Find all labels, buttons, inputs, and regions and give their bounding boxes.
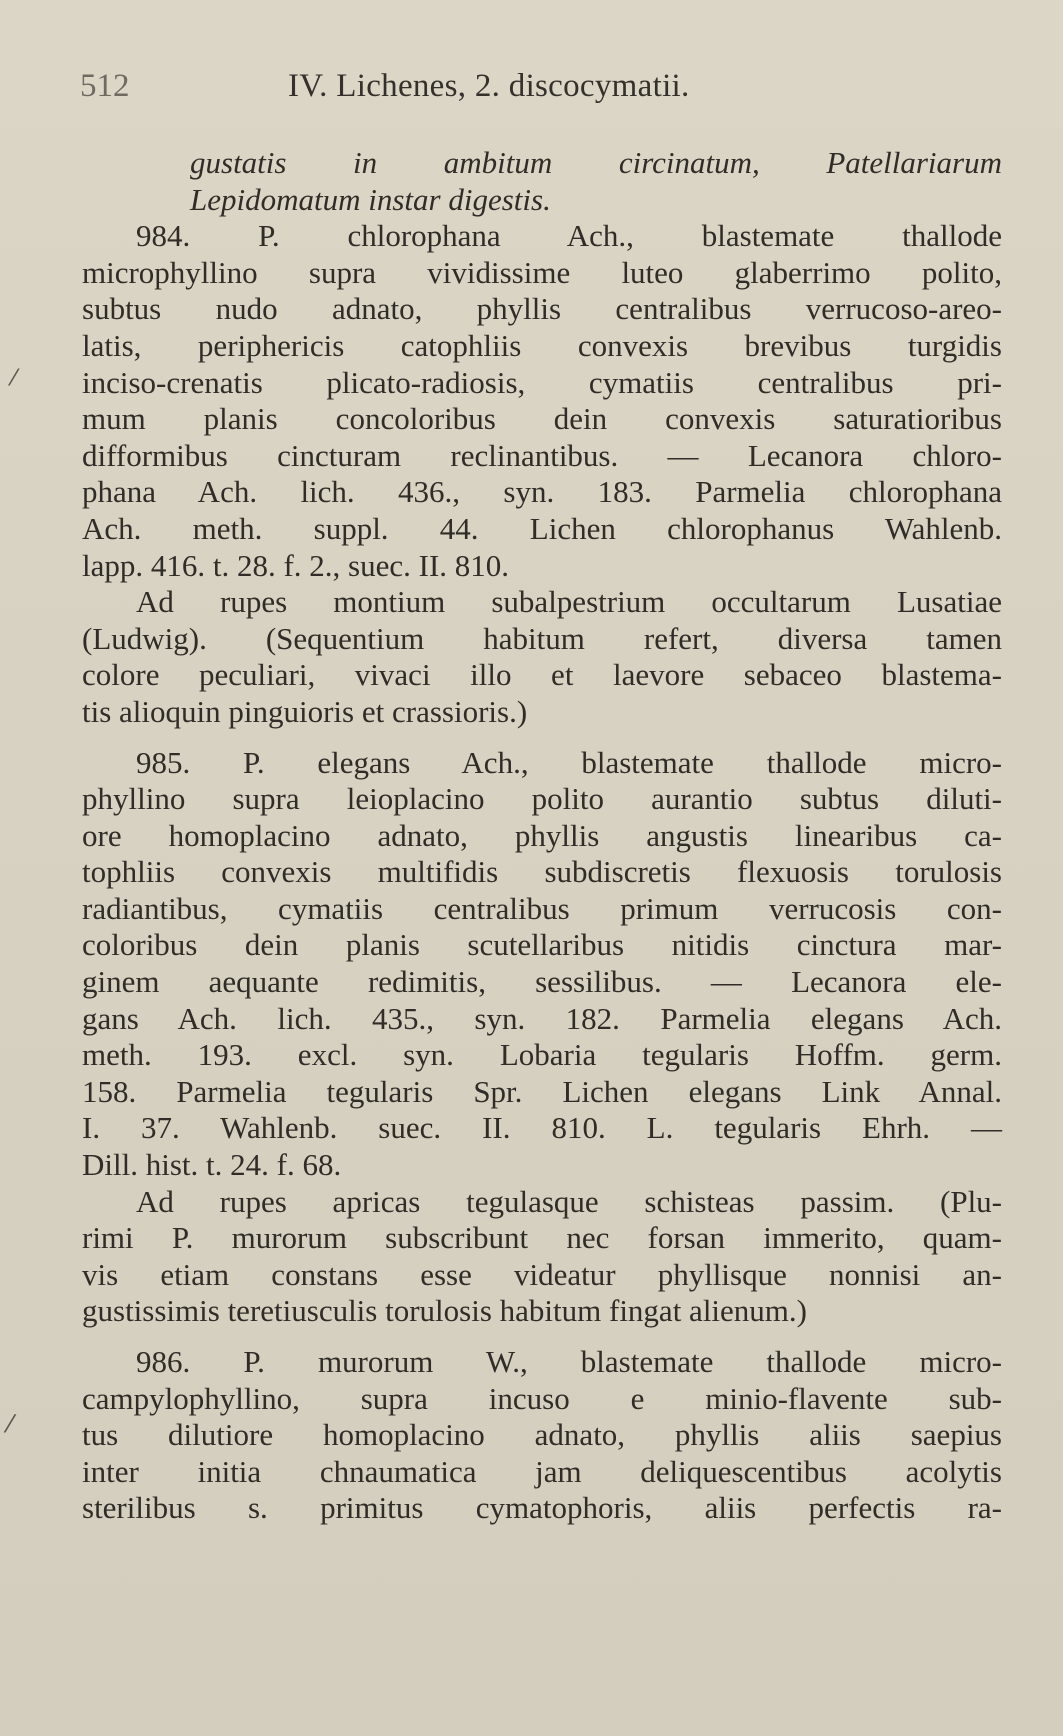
text-line: coloribus dein planis scutellaribus nitidis cinctura mar- (82, 927, 1002, 963)
text-line: microphyllino supra vividissime luteo glaberrimo polito, (82, 254, 1002, 290)
text-line: mum planis concoloribus dein convexis saturatioribus (82, 401, 1002, 437)
text-line: meth. 193. excl. syn. Lobaria tegularis Hoffm. germ. (82, 1037, 1002, 1073)
text-line: campylophyllino, supra incuso e minio-flavente sub- (82, 1380, 1002, 1416)
text-line: ore homoplacino adnato, phyllis angustis linearibus ca- (82, 817, 1002, 853)
page-header (80, 68, 913, 118)
text-line: subtus nudo adnato, phyllis centralibus verrucoso-areo- (82, 291, 1002, 327)
text-line: 985. P. elegans Ach., blastemate thallode micro- (136, 744, 1002, 780)
text-line: sterilibus s. primitus cymatophoris, aliis perfectis ra- (82, 1490, 1002, 1526)
text-line: I. 37. Wahlenb. suec. II. 810. L. tegularis Ehrh. — (82, 1110, 1002, 1146)
page-number: 512 (80, 68, 130, 104)
text-line: lapp. 416. t. 28. f. 2., suec. II. 810. (82, 547, 510, 583)
text-line: tis alioquin pinguioris et crassioris.) (82, 693, 528, 729)
text-line: phyllino supra leioplacino polito aurantio subtus diluti- (82, 781, 1002, 817)
paragraph-gap (82, 1330, 1002, 1344)
text-line: gans Ach. lich. 435., syn. 182. Parmelia elegans Ach. (82, 1000, 1002, 1036)
text-line: vis etiam constans esse videatur phyllisque nonnisi an- (82, 1256, 1002, 1292)
text-line: 158. Parmelia tegularis Spr. Lichen elegans Link Annal. (82, 1073, 1002, 1109)
text-line: ginem aequante redimitis, sessilibus. — Lecanora ele- (82, 964, 1002, 1000)
text-line: Lepidomatum instar digestis. (190, 181, 551, 217)
text-line: radiantibus, cymatiis centralibus primum verrucosis con- (82, 890, 1002, 926)
margin-mark: ⁄ (12, 366, 16, 391)
text-line: tophliis convexis multifidis subdiscretis flexuosis torulosis (82, 854, 1002, 890)
text-line: phana Ach. lich. 436., syn. 183. Parmelia chlorophana (82, 474, 1002, 510)
text-line: Ad rupes apricas tegulasque schisteas passim. (Plu- (136, 1183, 1002, 1219)
text-line: difformibus cincturam reclinantibus. — Lecanora chloro- (82, 437, 1002, 473)
text-line: 984. P. chlorophana Ach., blastemate thallode (136, 218, 1002, 254)
text-line: Dill. hist. t. 24. f. 68. (82, 1147, 342, 1183)
text-line: rimi P. murorum subscribunt nec forsan immerito, quam- (82, 1220, 1002, 1256)
margin-mark: ⁄ (8, 1410, 13, 1438)
text-line: gustissimis teretiusculis torulosis habitum fingat alienum.) (82, 1293, 807, 1329)
text-line: inciso-crenatis plicato-radiosis, cymatiis centralibus pri- (82, 364, 1002, 400)
text-line: inter initia chnaumatica jam deliquescentibus acolytis (82, 1453, 1002, 1489)
text-line: tus dilutiore homoplacino adnato, phyllis aliis saepius (82, 1417, 1002, 1453)
text-line: colore peculiari, vivaci illo et laevore sebaceo blastema- (82, 657, 1002, 693)
text-line: (Ludwig). (Sequentium habitum refert, diversa tamen (82, 620, 1002, 656)
paragraph-gap (82, 731, 1002, 745)
text-line: Ach. meth. suppl. 44. Lichen chlorophanus Wahlenb. (82, 510, 1002, 546)
text-line: gustatis in ambitum circinatum, Patellariarum (190, 145, 1002, 180)
text-line: Ad rupes montium subalpestrium occultarum Lusatiae (136, 584, 1002, 620)
body-text (82, 145, 1002, 1527)
running-title: IV. Lichenes, 2. discocymatii. (288, 68, 690, 104)
text-line: latis, periphericis catophliis convexis brevibus turgidis (82, 327, 1002, 363)
text-line: 986. P. murorum W., blastemate thallode micro- (136, 1344, 1002, 1379)
